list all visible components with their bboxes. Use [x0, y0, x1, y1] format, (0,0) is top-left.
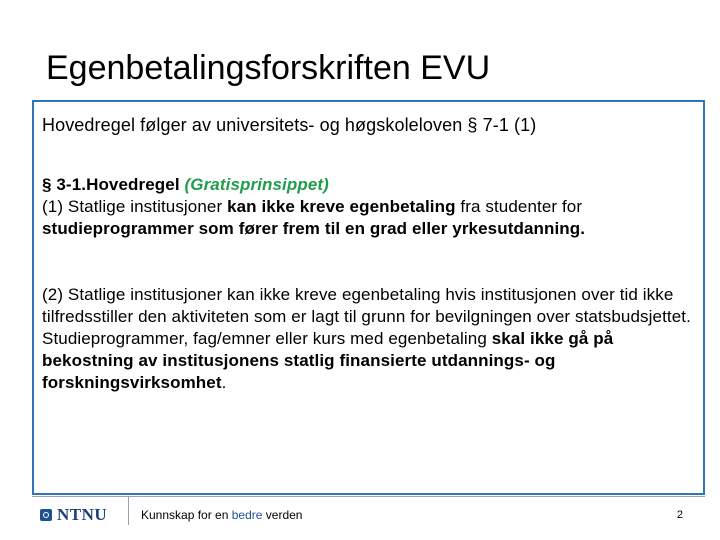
paragraph-two [42, 284, 695, 394]
slogan-a: Kunnskap for en [141, 508, 232, 522]
p2-text-b: skal ikke gå på bekostning av institusjonens statlig finansierte utdannings- og forskningsvirksomhet [42, 329, 614, 392]
p1-text-c: fra studenter for [455, 197, 583, 216]
section-heading-italic: (Gratisprinsippet) [184, 175, 329, 194]
footer-slogan [141, 508, 302, 522]
intro-text: Hovedregel følger av universitets- og høgskoleloven § 7-1 (1) [42, 115, 537, 135]
p1-text-d: studieprogrammer som fører frem til en grad eller yrkesutdanning. [42, 219, 586, 238]
slogan-b: bedre [231, 508, 263, 522]
p2-text-a: (2) Statlige institusjoner kan ikke kreve egenbetaling hvis institusjonen over tid ikke tilfredsstiller den aktiviteten som er lagt til grunn for bevilgningen over statsbudsjettet. Studieprogrammer, fag/emner eller kurs med egenbetaling [42, 285, 691, 348]
p1-text-b: kan ikke kreve egenbetaling [227, 197, 456, 216]
slide-title: Egenbetalingsforskriften EVU [46, 49, 491, 87]
content-box [32, 100, 705, 495]
ntnu-logo-icon [40, 509, 52, 521]
p2-text-c: . [221, 373, 227, 392]
footer-divider [128, 497, 129, 525]
ntnu-logo-text: NTNU [57, 505, 108, 524]
footer-line [32, 496, 705, 497]
section-heading: § 3-1.Hovedregel [42, 175, 180, 194]
slogan-c: verden [262, 508, 303, 522]
p1-text-a: (1) Statlige institusjoner [42, 197, 228, 216]
ntnu-logo [40, 505, 107, 525]
paragraph-section-heading [42, 174, 695, 240]
footer [32, 496, 705, 536]
page-number: 2 [676, 509, 683, 521]
